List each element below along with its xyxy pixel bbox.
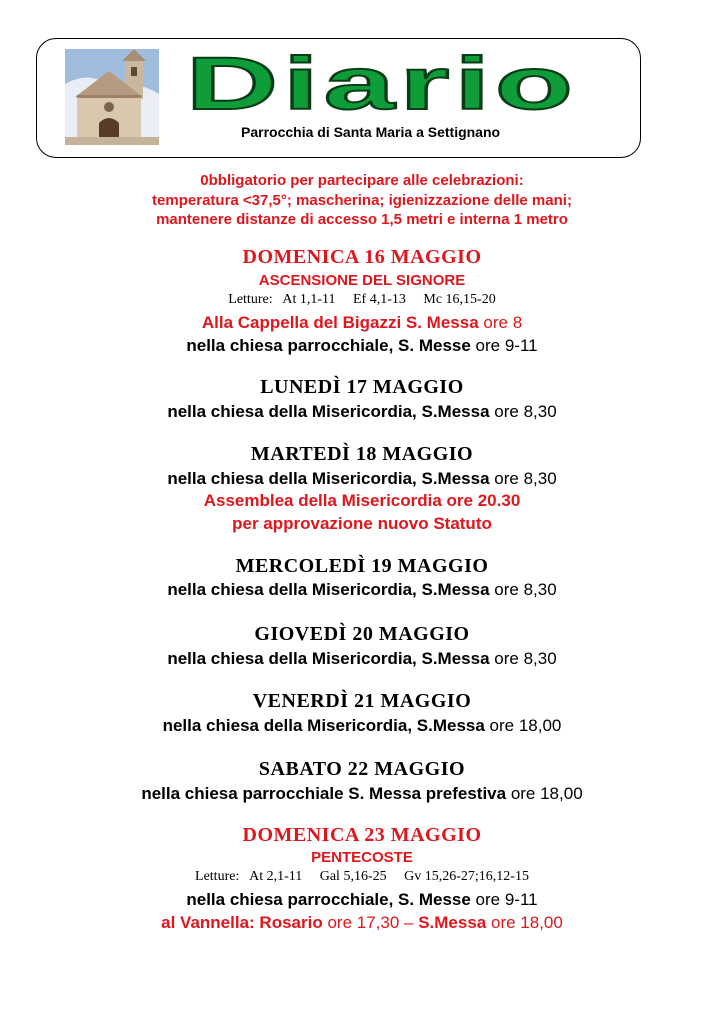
mass-line xyxy=(0,402,724,422)
day-title: SABATO 22 MAGGIO xyxy=(258,758,466,780)
mass-time: ore 8,30 xyxy=(494,402,557,421)
mass-place: nella chiesa parrocchiale, S. Messe xyxy=(186,890,471,909)
mass-place: nella chiesa della Misericordia, S.Messa xyxy=(167,402,490,421)
notice-line-2: temperatura <37,5°; mascherina; igienizzazione delle mani; xyxy=(152,192,572,209)
mass-place: nella chiesa della Misericordia, S.Messa xyxy=(162,716,485,735)
mass-time: ore 17,30 – xyxy=(327,913,414,932)
mass-place: nella chiesa parrocchiale S. Messa prefestiva xyxy=(141,784,507,803)
mass-line xyxy=(0,649,724,669)
reading-3: Mc 16,15-20 xyxy=(423,292,496,307)
readings xyxy=(0,292,724,308)
mass-place: nella chiesa parrocchiale, S. Messe xyxy=(186,336,471,355)
mass-place: al Vannella: Rosario xyxy=(161,913,323,932)
mass-time: ore 9-11 xyxy=(475,890,538,909)
parish-name: Parrocchia di Santa Maria a Settignano xyxy=(241,124,501,140)
event-line: Assemblea della Misericordia ore 20.30 xyxy=(203,491,521,510)
reading-1: At 2,1-11 xyxy=(249,869,303,884)
mass-place: Alla Cappella del Bigazzi S. Messa xyxy=(201,313,479,332)
mass-time: ore 8,30 xyxy=(494,469,557,488)
day-title: VENERDÌ 21 MAGGIO xyxy=(252,690,472,712)
mass-label: S.Messa xyxy=(418,913,487,932)
mass-place: nella chiesa della Misericordia, S.Messa xyxy=(167,469,490,488)
notice-line-3: mantenere distanze di accesso 1,5 metri e interna 1 metro xyxy=(156,211,568,228)
readings-label: Letture: xyxy=(195,869,240,884)
mass-line xyxy=(0,313,724,333)
notice-line-1: 0bbligatorio per partecipare alle celebrazioni: xyxy=(200,172,524,189)
day-title: DOMENICA 23 MAGGIO xyxy=(242,824,482,846)
mass-line xyxy=(0,716,724,736)
diario-title-text: Diario xyxy=(186,45,578,123)
mass-time: ore 9-11 xyxy=(475,336,538,355)
mass-line xyxy=(0,580,724,600)
feast-name: PENTECOSTE xyxy=(311,849,413,866)
mass-place: nella chiesa della Misericordia, S.Messa xyxy=(167,649,490,668)
day-title: LUNEDÌ 17 MAGGIO xyxy=(260,376,464,398)
mass-time: ore 8,30 xyxy=(494,580,557,599)
diario-title xyxy=(182,45,582,123)
mass-time: ore 18,00 xyxy=(510,784,583,803)
readings-label: Letture: xyxy=(228,292,273,307)
mass-line xyxy=(0,336,724,356)
reading-2: Ef 4,1-13 xyxy=(352,292,406,307)
reading-3: Gv 15,26-27;16,12-15 xyxy=(404,869,529,884)
reading-2: Gal 5,16-25 xyxy=(319,869,387,884)
event-line: per approvazione nuovo Statuto xyxy=(232,514,492,533)
mass-time: ore 18,00 xyxy=(489,716,562,735)
header-box xyxy=(36,38,641,158)
mass-line xyxy=(0,469,724,489)
mass-line xyxy=(0,890,724,910)
day-title: MARTEDÌ 18 MAGGIO xyxy=(250,443,474,465)
day-title: DOMENICA 16 MAGGIO xyxy=(242,246,482,268)
church-facade-icon xyxy=(65,49,159,145)
mass-line xyxy=(0,913,724,933)
day-title: GIOVEDÌ 20 MAGGIO xyxy=(254,623,470,645)
mass-time: ore 8,30 xyxy=(494,649,557,668)
mass-line xyxy=(0,784,724,804)
mass-place: nella chiesa della Misericordia, S.Messa xyxy=(167,580,490,599)
mass-time: ore 18,00 xyxy=(490,913,563,932)
feast-name: ASCENSIONE DEL SIGNORE xyxy=(258,272,466,289)
mass-time: ore 8 xyxy=(483,313,523,332)
day-title: MERCOLEDÌ 19 MAGGIO xyxy=(235,555,489,577)
reading-1: At 1,1-11 xyxy=(282,292,336,307)
readings xyxy=(0,869,724,885)
